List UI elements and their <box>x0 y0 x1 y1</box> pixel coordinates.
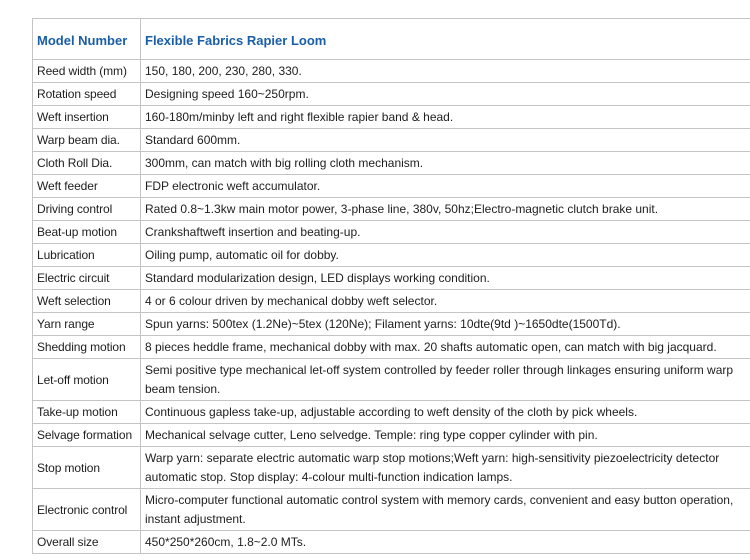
table-row <box>33 359 750 401</box>
table-row <box>33 336 750 359</box>
row-label: Let-off motion <box>33 359 141 401</box>
table-row <box>33 401 750 424</box>
row-value: 8 pieces heddle frame, mechanical dobby with max. 20 shafts automatic open, can match with big jacquard. <box>141 336 750 359</box>
row-label: Weft selection <box>33 290 141 313</box>
row-label: Warp beam dia. <box>33 129 141 152</box>
table-row <box>33 313 750 336</box>
row-label: Electronic control <box>33 489 141 531</box>
row-value: Continuous gapless take-up, adjustable according to weft density of the cloth by pick wheels. <box>141 401 750 424</box>
header-value: Flexible Fabrics Rapier Loom <box>141 19 750 60</box>
table-row <box>33 244 750 267</box>
table-row <box>33 83 750 106</box>
row-value: Standard 600mm. <box>141 129 750 152</box>
table-row <box>33 175 750 198</box>
row-label: Reed width (mm) <box>33 60 141 83</box>
table-row <box>33 152 750 175</box>
row-label: Shedding motion <box>33 336 141 359</box>
row-label: Weft feeder <box>33 175 141 198</box>
row-value: Mechanical selvage cutter, Leno selvedge. Temple: ring type copper cylinder with pin. <box>141 424 750 447</box>
row-label: Stop motion <box>33 447 141 489</box>
row-label: Beat-up motion <box>33 221 141 244</box>
row-value: Semi positive type mechanical let-off system controlled by feeder roller through linkages ensuring uniform warp beam tension. <box>141 359 750 401</box>
spec-table-body <box>33 19 750 554</box>
row-value: Standard modularization design, LED displays working condition. <box>141 267 750 290</box>
row-value: Spun yarns: 500tex (1.2Ne)~5tex (120Ne); Filament yarns: 10dte(9td )~1650dte(1500Td). <box>141 313 750 336</box>
row-value: 160-180m/minby left and right flexible rapier band & head. <box>141 106 750 129</box>
row-value: 300mm, can match with big rolling cloth mechanism. <box>141 152 750 175</box>
row-value: Micro-computer functional automatic control system with memory cards, convenient and easy button operation, instant adjustment. <box>141 489 750 531</box>
table-row <box>33 129 750 152</box>
table-row <box>33 221 750 244</box>
table-row <box>33 60 750 83</box>
row-label: Overall size <box>33 531 141 554</box>
row-label: Weft insertion <box>33 106 141 129</box>
row-label: Yarn range <box>33 313 141 336</box>
row-value: Rated 0.8~1.3kw main motor power, 3-phase line, 380v, 50hz;Electro-magnetic clutch brake unit. <box>141 198 750 221</box>
table-row <box>33 290 750 313</box>
header-label: Model Number <box>33 19 141 60</box>
row-label: Selvage formation <box>33 424 141 447</box>
spec-table <box>32 18 750 554</box>
table-row <box>33 531 750 554</box>
row-value: 150, 180, 200, 230, 280, 330. <box>141 60 750 83</box>
row-value: Oiling pump, automatic oil for dobby. <box>141 244 750 267</box>
row-label: Cloth Roll Dia. <box>33 152 141 175</box>
table-row <box>33 106 750 129</box>
row-value: 450*250*260cm, 1.8~2.0 MTs. <box>141 531 750 554</box>
row-label: Take-up motion <box>33 401 141 424</box>
row-value: 4 or 6 colour driven by mechanical dobby weft selector. <box>141 290 750 313</box>
row-label: Driving control <box>33 198 141 221</box>
row-value: Designing speed 160~250rpm. <box>141 83 750 106</box>
row-value: FDP electronic weft accumulator. <box>141 175 750 198</box>
table-row <box>33 447 750 489</box>
table-row <box>33 267 750 290</box>
table-header-row <box>33 19 750 60</box>
table-row <box>33 198 750 221</box>
table-row <box>33 424 750 447</box>
row-value: Warp yarn: separate electric automatic warp stop motions;Weft yarn: high-sensitivity piezoelectricity detector automatic stop. Stop display: 4-colour multi-function indication lamps. <box>141 447 750 489</box>
table-row <box>33 489 750 531</box>
row-label: Rotation speed <box>33 83 141 106</box>
row-label: Lubrication <box>33 244 141 267</box>
row-label: Electric circuit <box>33 267 141 290</box>
row-value: Crankshaftweft insertion and beating-up. <box>141 221 750 244</box>
